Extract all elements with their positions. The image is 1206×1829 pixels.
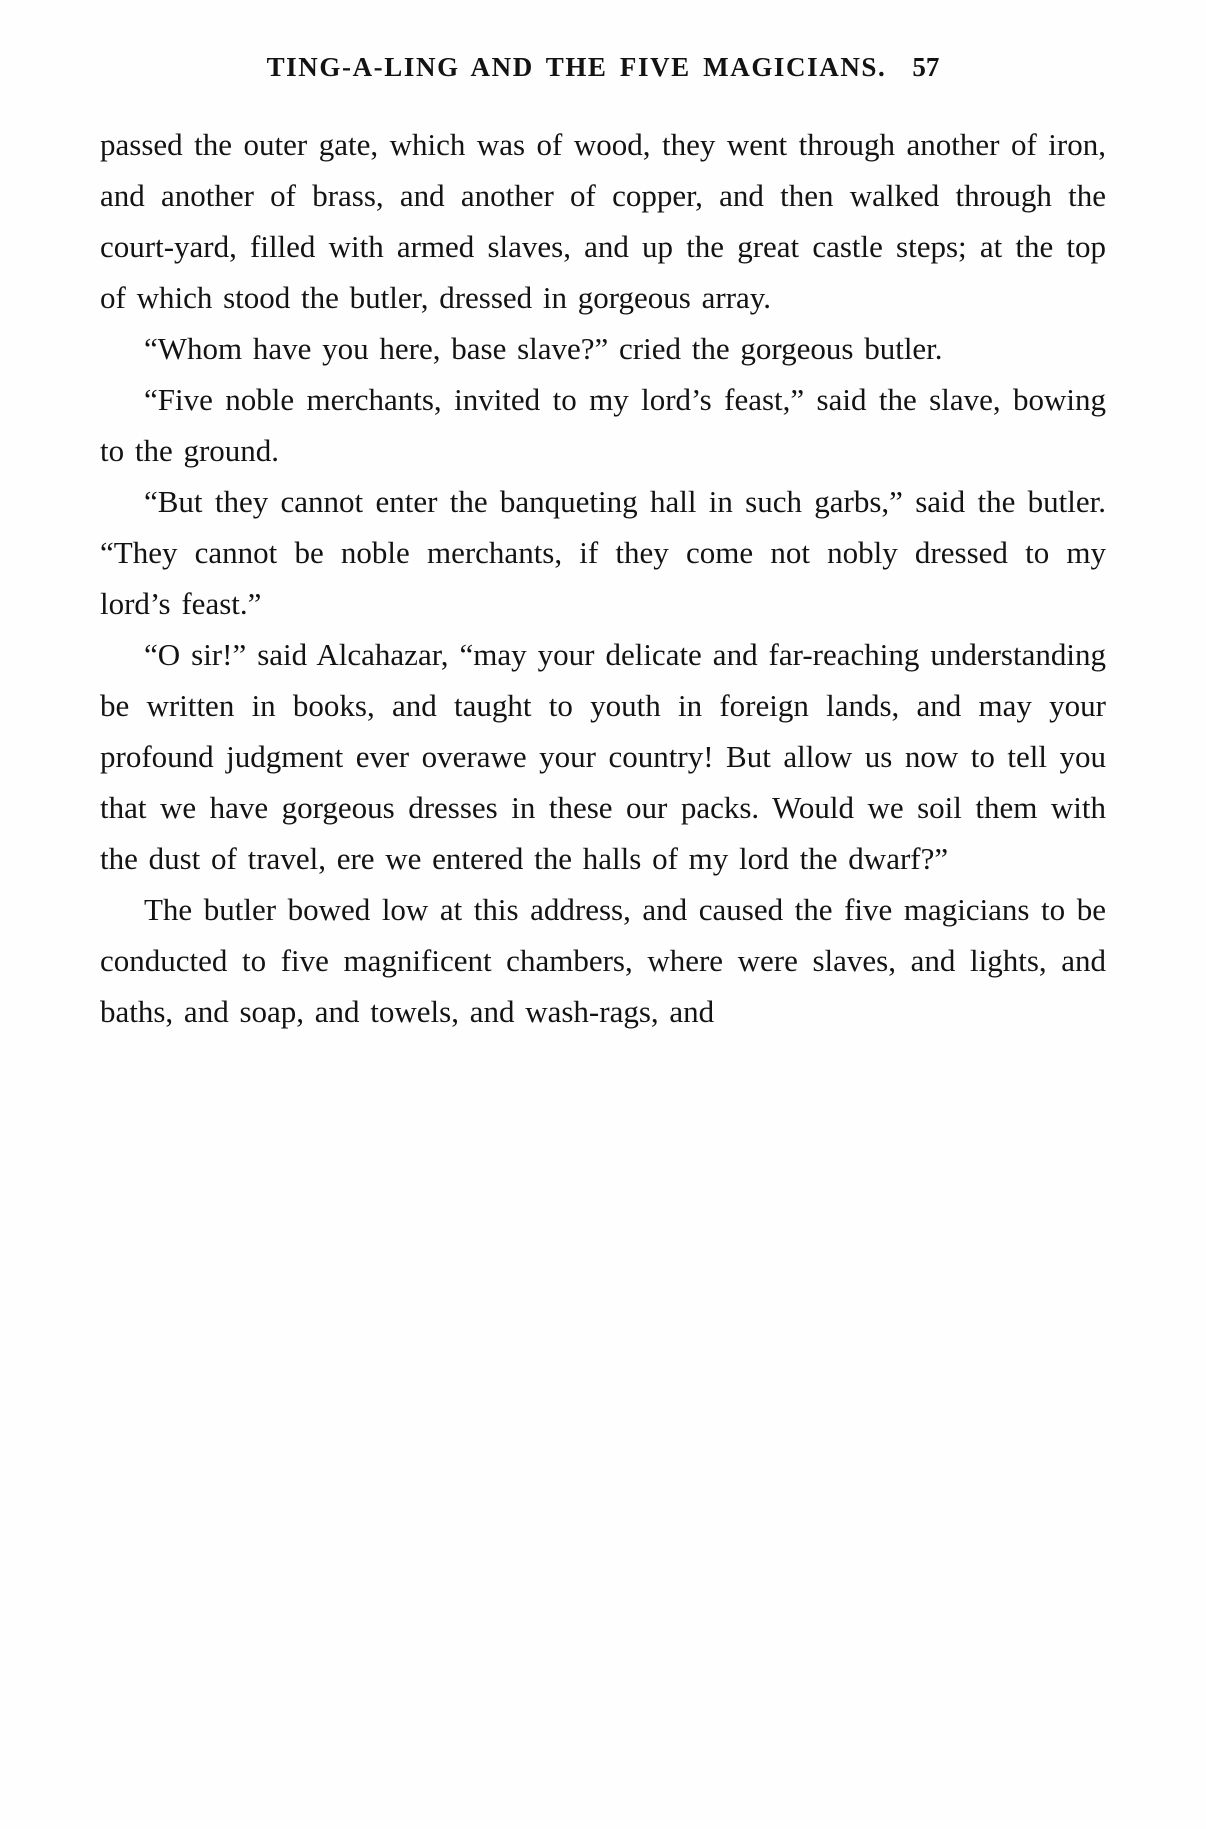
paragraph: “O sir!” said Alcahazar, “may your delicate and far-reaching understanding be written in books, and taught to youth in foreign lands, and may your profound judgment ever overawe your country! But allow us now to tell you that we have gorgeous dresses in these our packs. Would we soil them with the dust of travel, ere we entered the halls of my lord the dwarf?” — [100, 637, 1106, 876]
running-header-title: TING-A-LING AND THE FIVE MAGICIANS. — [266, 52, 887, 82]
page-body-text — [100, 119, 1106, 1037]
paragraph: “Five noble merchants, invited to my lord’s feast,” said the slave, bowing to the ground. — [100, 382, 1106, 468]
running-header — [100, 52, 1106, 83]
page-number: 57 — [912, 52, 940, 82]
paragraph: “Whom have you here, base slave?” cried the gorgeous butler. — [144, 331, 943, 366]
paragraph: “But they cannot enter the banqueting hall in such garbs,” said the butler. “They cannot be noble merchants, if they come not nobly dressed to my lord’s feast.” — [100, 484, 1106, 621]
paragraph: passed the outer gate, which was of wood, they went through another of iron, and another of brass, and another of copper, and then walked through the court-yard, filled with armed slaves, and up the great castle steps; at the top of which stood the butler, dressed in gorgeous array. — [100, 127, 1106, 315]
paragraph: The butler bowed low at this address, and caused the five magicians to be conducted to five magnificent chambers, where were slaves, and lights, and baths, and soap, and towels, and wash-rags, and — [100, 892, 1106, 1029]
